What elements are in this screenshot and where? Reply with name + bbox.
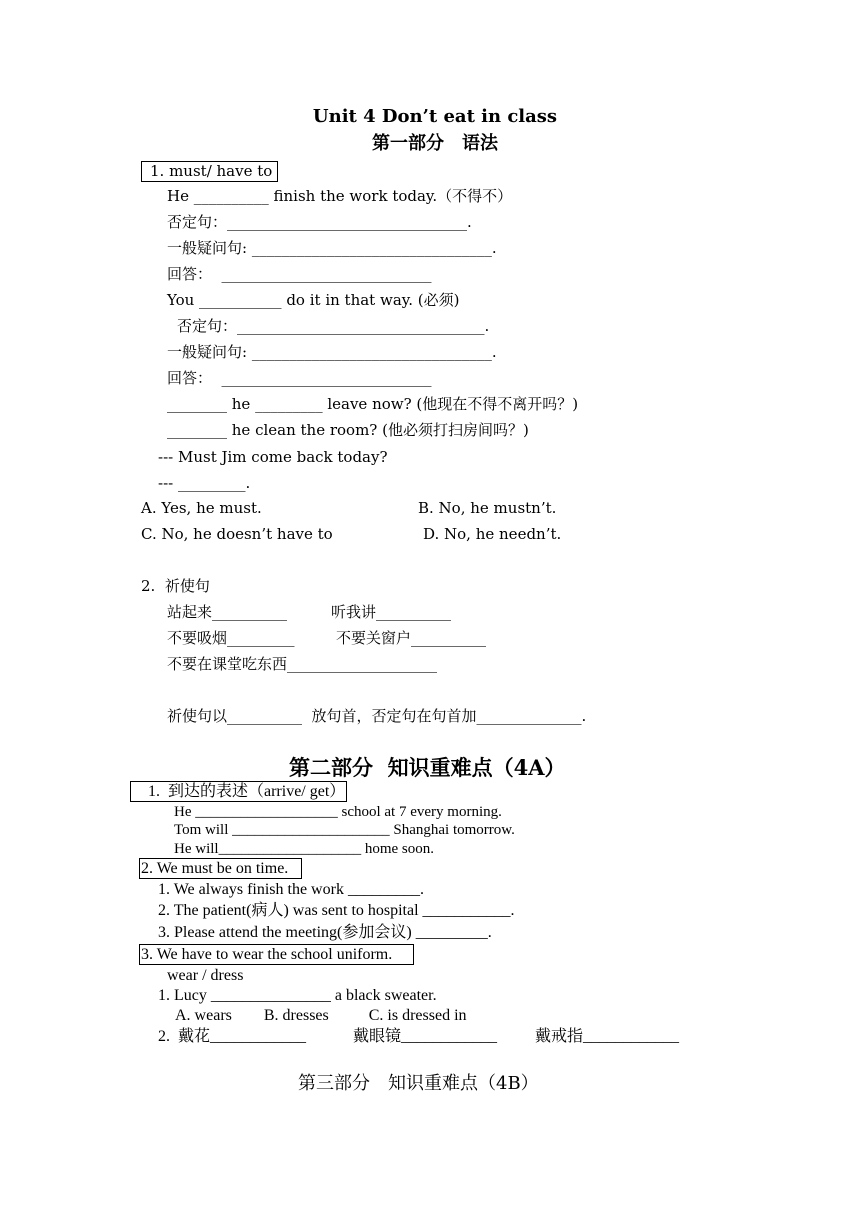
- option-b: B. No, he mustn’t.: [418, 499, 557, 517]
- exercise-line: 2. 戴花____________: [158, 1028, 307, 1045]
- part2-sec3-label: 3. We have to wear the school uniform.: [141, 946, 393, 963]
- exercise-line: 一般疑问句: ________________________________.: [167, 239, 497, 257]
- part2-sec1-label: 1. 到达的表述（arrive/ get）: [148, 783, 346, 800]
- exercise-line: 否定句：________________________________.: [167, 213, 472, 231]
- exercise-line: 不要关窗户__________: [336, 629, 487, 647]
- exercise-line: A. wears B. dresses C. is dressed in: [175, 1007, 467, 1024]
- exercise-line: 1. We always finish the work _________.: [158, 881, 424, 898]
- exercise-line: 3. Please attend the meeting(参加会议) _________.: [158, 924, 492, 941]
- part1-title: 第一部分 语法: [372, 133, 498, 154]
- exercise-line: wear / dress: [167, 967, 244, 984]
- part2-title: 第二部分 知识重难点（4A）: [289, 755, 566, 780]
- exercise-line: ________ he clean the room? (他必须打扫房间吗？): [167, 421, 529, 439]
- exercise-line: 站起来__________: [167, 603, 288, 621]
- exercise-line: 祈使句以__________ 放句首，否定句在句首加______________.: [167, 707, 587, 725]
- exercise-line: 1. Lucy _______________ a black sweater.: [158, 987, 437, 1004]
- exercise-line: 戴戒指____________: [535, 1028, 680, 1045]
- option-d: D. No, he needn’t.: [423, 525, 562, 543]
- exercise-line: 回答： ____________________________: [167, 265, 432, 283]
- exercise-line: 回答： ____________________________: [167, 369, 432, 387]
- page-title: Unit 4 Don’t eat in class: [312, 106, 558, 127]
- sec1-label: 1. must/ have to: [150, 162, 273, 180]
- exercise-line: 否定句：_________________________________.: [177, 317, 490, 335]
- exercise-line: He will___________________ home soon.: [174, 841, 434, 857]
- option-c: C. No, he doesn’t have to: [141, 525, 333, 543]
- exercise-line: ________ he _________ leave now? (他现在不得不离开吗？): [167, 395, 579, 413]
- exercise-line: --- _________.: [158, 474, 251, 492]
- part3-title: 第三部分 知识重难点（4B）: [298, 1073, 539, 1094]
- exercise-line: You ___________ do it in that way. (必须): [167, 291, 460, 309]
- exercise-line: 戴眼镜____________: [353, 1028, 498, 1045]
- sec2-label: 2. 祈使句: [141, 577, 210, 595]
- exercise-line: He __________ finish the work today.（不得不）: [167, 187, 513, 205]
- exercise-line: 一般疑问句: ________________________________.: [167, 343, 497, 361]
- exercise-line: 不要在课堂吃东西____________________: [167, 655, 438, 673]
- exercise-line: 听我讲__________: [331, 603, 452, 621]
- exercise-line: --- Must Jim come back today?: [158, 448, 388, 466]
- exercise-line: 2. The patient(病人) was sent to hospital ___________.: [158, 902, 515, 919]
- exercise-line: Tom will _____________________ Shanghai tomorrow.: [174, 822, 515, 838]
- part2-sec2-label: 2. We must be on time.: [141, 860, 289, 877]
- option-a: A. Yes, he must.: [141, 499, 262, 517]
- exercise-line: He ___________________ school at 7 every morning.: [174, 804, 502, 820]
- exercise-line: 不要吸烟_________: [167, 629, 295, 647]
